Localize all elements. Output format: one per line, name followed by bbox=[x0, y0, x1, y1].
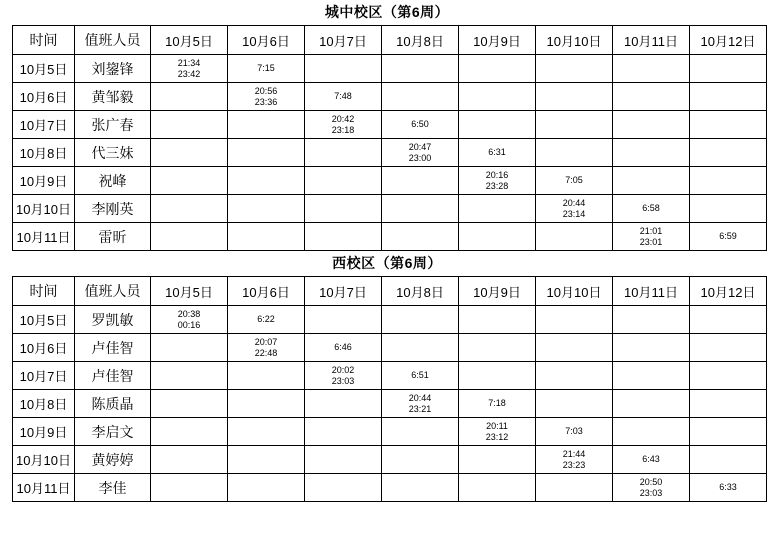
cell-empty bbox=[228, 474, 305, 502]
cell-empty bbox=[459, 362, 536, 390]
cell-empty bbox=[151, 446, 228, 474]
cell-shift-time bbox=[536, 418, 613, 446]
cell-empty bbox=[305, 55, 382, 83]
table-row bbox=[13, 334, 767, 362]
cell-shift-time bbox=[613, 474, 690, 502]
cell-shift-time bbox=[305, 111, 382, 139]
cell-empty bbox=[382, 418, 459, 446]
cell-shift-time bbox=[228, 55, 305, 83]
cell-empty bbox=[690, 334, 767, 362]
cell-empty bbox=[228, 223, 305, 251]
cell-empty bbox=[382, 167, 459, 195]
cell-shift-time bbox=[228, 306, 305, 334]
table-row bbox=[13, 83, 767, 111]
cell-empty bbox=[382, 446, 459, 474]
cell-empty bbox=[382, 55, 459, 83]
shift-time-line: 20:16 bbox=[485, 169, 509, 180]
cell-shift-time bbox=[690, 223, 767, 251]
cell-empty bbox=[536, 223, 613, 251]
header-day-6: 10月10日 bbox=[536, 26, 613, 55]
table-row bbox=[13, 390, 767, 418]
cell-shift-time bbox=[305, 334, 382, 362]
table-row bbox=[13, 139, 767, 167]
cell-empty bbox=[536, 83, 613, 111]
cell-empty bbox=[228, 167, 305, 195]
shift-time-line: 6:22 bbox=[257, 314, 275, 324]
cell-date: 10月7日 bbox=[13, 111, 75, 139]
cell-empty bbox=[613, 111, 690, 139]
cell-date: 10月9日 bbox=[13, 167, 75, 195]
cell-empty bbox=[151, 167, 228, 195]
cell-empty bbox=[151, 362, 228, 390]
shift-time-line: 7:15 bbox=[257, 63, 275, 73]
schedule-page bbox=[0, 3, 774, 555]
cell-shift-time bbox=[382, 362, 459, 390]
cell-empty bbox=[228, 390, 305, 418]
cell-empty bbox=[305, 390, 382, 418]
shift-time-line: 23:12 bbox=[485, 431, 509, 442]
section-xixiaoqu bbox=[0, 254, 774, 502]
cell-empty bbox=[151, 111, 228, 139]
shift-time-line: 6:58 bbox=[642, 203, 660, 213]
shift-time-line: 23:28 bbox=[485, 180, 509, 191]
header-time: 时间 bbox=[13, 26, 75, 55]
cell-date: 10月8日 bbox=[13, 390, 75, 418]
shift-time-line: 6:51 bbox=[411, 370, 429, 380]
cell-person: 刘鋆锋 bbox=[75, 55, 151, 83]
shift-time-line: 20:50 bbox=[639, 476, 663, 487]
header-day-4: 10月8日 bbox=[382, 277, 459, 306]
section-title: 西校区（第6周） bbox=[332, 255, 442, 271]
cell-shift-time bbox=[305, 83, 382, 111]
table-row bbox=[13, 474, 767, 502]
cell-empty bbox=[305, 223, 382, 251]
shift-time-line: 7:48 bbox=[334, 91, 352, 101]
cell-empty bbox=[536, 306, 613, 334]
cell-empty bbox=[459, 195, 536, 223]
cell-person: 卢佳智 bbox=[75, 334, 151, 362]
cell-empty bbox=[228, 195, 305, 223]
cell-date: 10月5日 bbox=[13, 306, 75, 334]
shift-time-line: 23:36 bbox=[254, 96, 278, 107]
shift-time-line: 20:02 bbox=[331, 364, 355, 375]
table-header-row bbox=[13, 26, 767, 55]
cell-empty bbox=[613, 362, 690, 390]
cell-empty bbox=[613, 139, 690, 167]
cell-empty bbox=[228, 446, 305, 474]
cell-empty bbox=[305, 167, 382, 195]
header-person: 值班人员 bbox=[75, 26, 151, 55]
shift-time-line: 20:07 bbox=[254, 336, 278, 347]
cell-empty bbox=[536, 474, 613, 502]
cell-empty bbox=[690, 111, 767, 139]
cell-person: 李启文 bbox=[75, 418, 151, 446]
shift-time-line: 23:21 bbox=[408, 403, 432, 414]
table-header-row bbox=[13, 277, 767, 306]
cell-shift-time bbox=[536, 195, 613, 223]
table-row bbox=[13, 55, 767, 83]
shift-time-line: 7:18 bbox=[488, 398, 506, 408]
cell-empty bbox=[305, 418, 382, 446]
cell-empty bbox=[382, 83, 459, 111]
cell-empty bbox=[690, 390, 767, 418]
cell-empty bbox=[459, 474, 536, 502]
table-body-chengzhong bbox=[13, 55, 767, 251]
header-day-5: 10月9日 bbox=[459, 277, 536, 306]
cell-shift-time bbox=[228, 334, 305, 362]
shift-time-line: 23:42 bbox=[177, 68, 201, 79]
cell-empty bbox=[151, 334, 228, 362]
header-day-8: 10月12日 bbox=[690, 26, 767, 55]
cell-empty bbox=[613, 418, 690, 446]
cell-person: 张广春 bbox=[75, 111, 151, 139]
header-day-8: 10月12日 bbox=[690, 277, 767, 306]
cell-date: 10月5日 bbox=[13, 55, 75, 83]
cell-empty bbox=[536, 139, 613, 167]
cell-empty bbox=[228, 362, 305, 390]
shift-time-line: 20:38 bbox=[177, 308, 201, 319]
shift-time-line: 20:42 bbox=[331, 113, 355, 124]
table-row bbox=[13, 223, 767, 251]
shift-time-line: 20:44 bbox=[408, 392, 432, 403]
cell-empty bbox=[459, 111, 536, 139]
cell-shift-time bbox=[382, 139, 459, 167]
schedule-table-xixiaoqu bbox=[12, 276, 767, 502]
cell-empty bbox=[613, 55, 690, 83]
cell-empty bbox=[382, 334, 459, 362]
cell-empty bbox=[151, 223, 228, 251]
header-day-2: 10月6日 bbox=[228, 277, 305, 306]
cell-shift-time bbox=[228, 83, 305, 111]
header-day-3: 10月7日 bbox=[305, 277, 382, 306]
shift-time-line: 23:00 bbox=[408, 152, 432, 163]
cell-person: 黄邹毅 bbox=[75, 83, 151, 111]
header-time: 时间 bbox=[13, 277, 75, 306]
cell-date: 10月6日 bbox=[13, 83, 75, 111]
shift-time-line: 20:44 bbox=[562, 197, 586, 208]
header-day-1: 10月5日 bbox=[151, 26, 228, 55]
cell-person: 雷昕 bbox=[75, 223, 151, 251]
cell-empty bbox=[228, 139, 305, 167]
cell-empty bbox=[690, 167, 767, 195]
cell-empty bbox=[228, 111, 305, 139]
header-day-3: 10月7日 bbox=[305, 26, 382, 55]
shift-time-line: 23:03 bbox=[639, 487, 663, 498]
cell-empty bbox=[305, 139, 382, 167]
shift-time-line: 20:56 bbox=[254, 85, 278, 96]
table-row bbox=[13, 446, 767, 474]
cell-shift-time bbox=[613, 223, 690, 251]
header-day-2: 10月6日 bbox=[228, 26, 305, 55]
cell-empty bbox=[613, 83, 690, 111]
header-day-7: 10月11日 bbox=[613, 277, 690, 306]
cell-shift-time bbox=[613, 195, 690, 223]
section-title: 城中校区（第6周） bbox=[324, 4, 450, 20]
shift-time-line: 23:18 bbox=[331, 124, 355, 135]
shift-time-line: 6:33 bbox=[719, 482, 737, 492]
cell-shift-time bbox=[382, 111, 459, 139]
cell-empty bbox=[613, 167, 690, 195]
cell-shift-time bbox=[459, 139, 536, 167]
shift-time-line: 6:50 bbox=[411, 119, 429, 129]
cell-empty bbox=[151, 390, 228, 418]
shift-time-line: 21:44 bbox=[562, 448, 586, 459]
cell-empty bbox=[382, 223, 459, 251]
cell-empty bbox=[382, 195, 459, 223]
cell-empty bbox=[382, 306, 459, 334]
shift-time-line: 23:01 bbox=[639, 236, 663, 247]
cell-date: 10月10日 bbox=[13, 195, 75, 223]
cell-shift-time bbox=[151, 55, 228, 83]
cell-empty bbox=[613, 306, 690, 334]
shift-time-line: 7:03 bbox=[565, 426, 583, 436]
cell-date: 10月9日 bbox=[13, 418, 75, 446]
header-day-1: 10月5日 bbox=[151, 277, 228, 306]
cell-shift-time bbox=[613, 446, 690, 474]
header-day-5: 10月9日 bbox=[459, 26, 536, 55]
cell-date: 10月11日 bbox=[13, 474, 75, 502]
cell-empty bbox=[690, 139, 767, 167]
table-row bbox=[13, 111, 767, 139]
cell-empty bbox=[459, 334, 536, 362]
shift-time-line: 20:47 bbox=[408, 141, 432, 152]
cell-empty bbox=[305, 446, 382, 474]
cell-shift-time bbox=[382, 390, 459, 418]
cell-empty bbox=[690, 195, 767, 223]
shift-time-line: 6:43 bbox=[642, 454, 660, 464]
cell-empty bbox=[690, 306, 767, 334]
cell-empty bbox=[228, 418, 305, 446]
cell-date: 10月11日 bbox=[13, 223, 75, 251]
table-row bbox=[13, 362, 767, 390]
cell-empty bbox=[536, 334, 613, 362]
shift-time-line: 6:59 bbox=[719, 231, 737, 241]
shift-time-line: 23:23 bbox=[562, 459, 586, 470]
cell-person: 陈质晶 bbox=[75, 390, 151, 418]
cell-empty bbox=[459, 223, 536, 251]
cell-empty bbox=[151, 418, 228, 446]
table-row bbox=[13, 306, 767, 334]
header-person: 值班人员 bbox=[75, 277, 151, 306]
cell-empty bbox=[459, 306, 536, 334]
cell-person: 卢佳智 bbox=[75, 362, 151, 390]
shift-time-line: 6:46 bbox=[334, 342, 352, 352]
cell-empty bbox=[459, 55, 536, 83]
cell-empty bbox=[690, 55, 767, 83]
cell-empty bbox=[151, 139, 228, 167]
cell-empty bbox=[690, 83, 767, 111]
cell-person: 李刚英 bbox=[75, 195, 151, 223]
cell-shift-time bbox=[151, 306, 228, 334]
cell-empty bbox=[690, 362, 767, 390]
cell-shift-time bbox=[459, 418, 536, 446]
header-day-7: 10月11日 bbox=[613, 26, 690, 55]
table-row bbox=[13, 418, 767, 446]
cell-empty bbox=[459, 446, 536, 474]
cell-date: 10月10日 bbox=[13, 446, 75, 474]
cell-empty bbox=[151, 83, 228, 111]
cell-person: 罗凯敏 bbox=[75, 306, 151, 334]
cell-empty bbox=[613, 390, 690, 418]
cell-person: 代三妹 bbox=[75, 139, 151, 167]
cell-shift-time bbox=[459, 390, 536, 418]
schedule-table-chengzhong bbox=[12, 25, 767, 251]
cell-empty bbox=[305, 195, 382, 223]
table-body-xixiaoqu bbox=[13, 306, 767, 502]
cell-empty bbox=[305, 474, 382, 502]
cell-date: 10月8日 bbox=[13, 139, 75, 167]
table-row bbox=[13, 167, 767, 195]
section-chengzhong bbox=[0, 3, 774, 251]
shift-time-line: 00:16 bbox=[177, 319, 201, 330]
cell-empty bbox=[536, 55, 613, 83]
cell-empty bbox=[382, 474, 459, 502]
cell-empty bbox=[690, 446, 767, 474]
cell-shift-time bbox=[690, 474, 767, 502]
cell-empty bbox=[536, 390, 613, 418]
cell-empty bbox=[536, 111, 613, 139]
cell-empty bbox=[536, 362, 613, 390]
shift-time-line: 23:14 bbox=[562, 208, 586, 219]
cell-shift-time bbox=[459, 167, 536, 195]
shift-time-line: 21:34 bbox=[177, 57, 201, 68]
cell-shift-time bbox=[536, 167, 613, 195]
cell-empty bbox=[151, 474, 228, 502]
cell-shift-time bbox=[536, 446, 613, 474]
shift-time-line: 6:31 bbox=[488, 147, 506, 157]
cell-person: 李佳 bbox=[75, 474, 151, 502]
cell-shift-time bbox=[305, 362, 382, 390]
cell-empty bbox=[459, 83, 536, 111]
cell-empty bbox=[151, 195, 228, 223]
header-day-4: 10月8日 bbox=[382, 26, 459, 55]
cell-person: 祝峰 bbox=[75, 167, 151, 195]
shift-time-line: 7:05 bbox=[565, 175, 583, 185]
shift-time-line: 20:11 bbox=[486, 420, 508, 431]
shift-time-line: 22:48 bbox=[254, 347, 278, 358]
shift-time-line: 23:03 bbox=[331, 375, 355, 386]
cell-empty bbox=[613, 334, 690, 362]
cell-empty bbox=[690, 418, 767, 446]
header-day-6: 10月10日 bbox=[536, 277, 613, 306]
cell-date: 10月6日 bbox=[13, 334, 75, 362]
cell-person: 黄婷婷 bbox=[75, 446, 151, 474]
cell-empty bbox=[305, 306, 382, 334]
cell-date: 10月7日 bbox=[13, 362, 75, 390]
table-row bbox=[13, 195, 767, 223]
shift-time-line: 21:01 bbox=[639, 225, 663, 236]
